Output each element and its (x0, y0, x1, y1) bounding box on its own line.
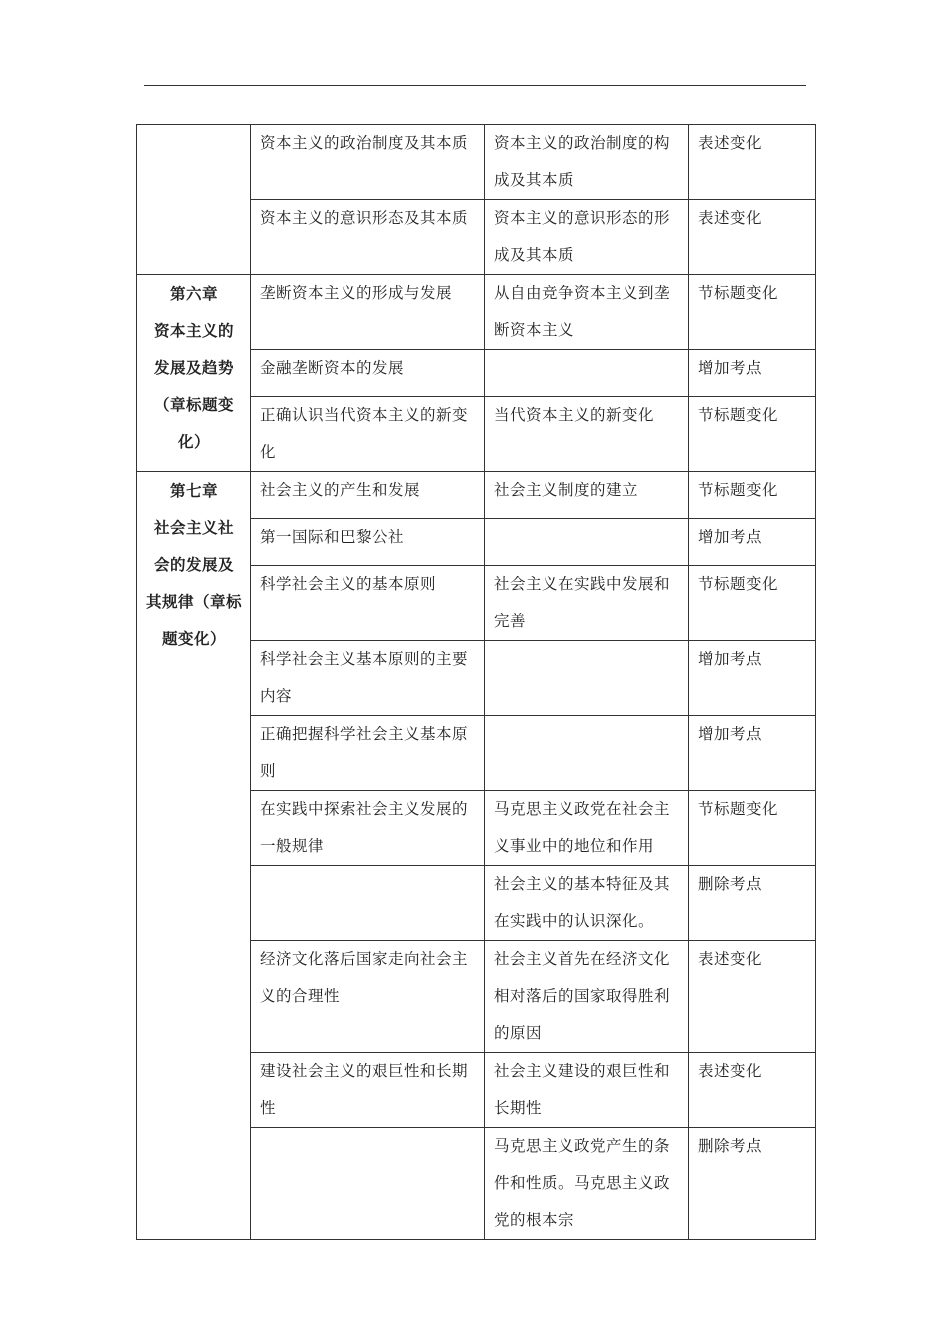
chapter-cell (137, 472, 251, 1240)
chapter-title-line: 化） (177, 432, 210, 451)
new-topic-cell: 社会主义在实践中发展和完善 (485, 566, 689, 641)
change-type-cell: 节标题变化 (689, 566, 816, 641)
change-type-cell: 表述变化 (689, 125, 816, 200)
old-topic-cell: 正确把握科学社会主义基本原则 (251, 716, 485, 791)
old-topic-cell: 在实践中探索社会主义发展的一般规律 (251, 791, 485, 866)
change-type-cell: 删除考点 (689, 1128, 816, 1240)
new-topic-cell: 社会主义制度的建立 (485, 472, 689, 519)
new-topic-cell: 资本主义的政治制度的构成及其本质 (485, 125, 689, 200)
new-topic-cell: 社会主义首先在经济文化相对落后的国家取得胜利的原因 (485, 941, 689, 1053)
chapter-title-line: 会的发展及 (153, 555, 234, 574)
new-topic-cell (485, 350, 689, 397)
old-topic-cell (251, 1128, 485, 1240)
change-type-cell: 表述变化 (689, 200, 816, 275)
old-topic-cell: 社会主义的产生和发展 (251, 472, 485, 519)
chapter-title-line: 资本主义的 (153, 321, 234, 340)
change-type-cell: 增加考点 (689, 350, 816, 397)
new-topic-cell: 社会主义建设的艰巨性和长期性 (485, 1053, 689, 1128)
new-topic-cell: 马克思主义政党产生的条件和性质。马克思主义政党的根本宗 (485, 1128, 689, 1240)
old-topic-cell: 垄断资本主义的形成与发展 (251, 275, 485, 350)
change-type-cell: 节标题变化 (689, 791, 816, 866)
new-topic-cell: 马克思主义政党在社会主义事业中的地位和作用 (485, 791, 689, 866)
new-topic-cell: 从自由竞争资本主义到垄断资本主义 (485, 275, 689, 350)
table-row (137, 472, 816, 519)
old-topic-cell (251, 866, 485, 941)
new-topic-cell (485, 519, 689, 566)
table-row (137, 125, 816, 200)
old-topic-cell: 建设社会主义的艰巨性和长期性 (251, 1053, 485, 1128)
chapter-title-line: 题变化） (161, 629, 226, 648)
table-row (137, 275, 816, 350)
new-topic-cell (485, 641, 689, 716)
new-topic-cell: 资本主义的意识形态的形成及其本质 (485, 200, 689, 275)
old-topic-cell: 正确认识当代资本主义的新变化 (251, 397, 485, 472)
new-topic-cell (485, 716, 689, 791)
change-type-cell: 节标题变化 (689, 472, 816, 519)
old-topic-cell: 科学社会主义基本原则的主要内容 (251, 641, 485, 716)
change-type-cell: 表述变化 (689, 1053, 816, 1128)
new-topic-cell: 社会主义的基本特征及其在实践中的认识深化。 (485, 866, 689, 941)
chapter-title-line: 第六章 (169, 284, 218, 303)
header-rule (144, 85, 806, 86)
chapter-title-line: 其规律（章标 (146, 592, 243, 611)
old-topic-cell: 金融垄断资本的发展 (251, 350, 485, 397)
chapter-title-line: （章标题变 (153, 395, 234, 414)
change-type-cell: 删除考点 (689, 866, 816, 941)
chapter-title-line: 第七章 (169, 481, 218, 500)
old-topic-cell: 第一国际和巴黎公社 (251, 519, 485, 566)
chapter-title-line: 社会主义社 (153, 518, 234, 537)
chapter-cell (137, 125, 251, 275)
change-type-cell: 节标题变化 (689, 397, 816, 472)
change-type-cell: 增加考点 (689, 641, 816, 716)
syllabus-comparison-table (136, 124, 816, 1240)
old-topic-cell: 经济文化落后国家走向社会主义的合理性 (251, 941, 485, 1053)
chapter-cell (137, 275, 251, 472)
change-type-cell: 增加考点 (689, 519, 816, 566)
old-topic-cell: 科学社会主义的基本原则 (251, 566, 485, 641)
change-type-cell: 增加考点 (689, 716, 816, 791)
chapter-title-line: 发展及趋势 (153, 358, 234, 377)
old-topic-cell: 资本主义的政治制度及其本质 (251, 125, 485, 200)
old-topic-cell: 资本主义的意识形态及其本质 (251, 200, 485, 275)
change-type-cell: 表述变化 (689, 941, 816, 1053)
change-type-cell: 节标题变化 (689, 275, 816, 350)
new-topic-cell: 当代资本主义的新变化 (485, 397, 689, 472)
